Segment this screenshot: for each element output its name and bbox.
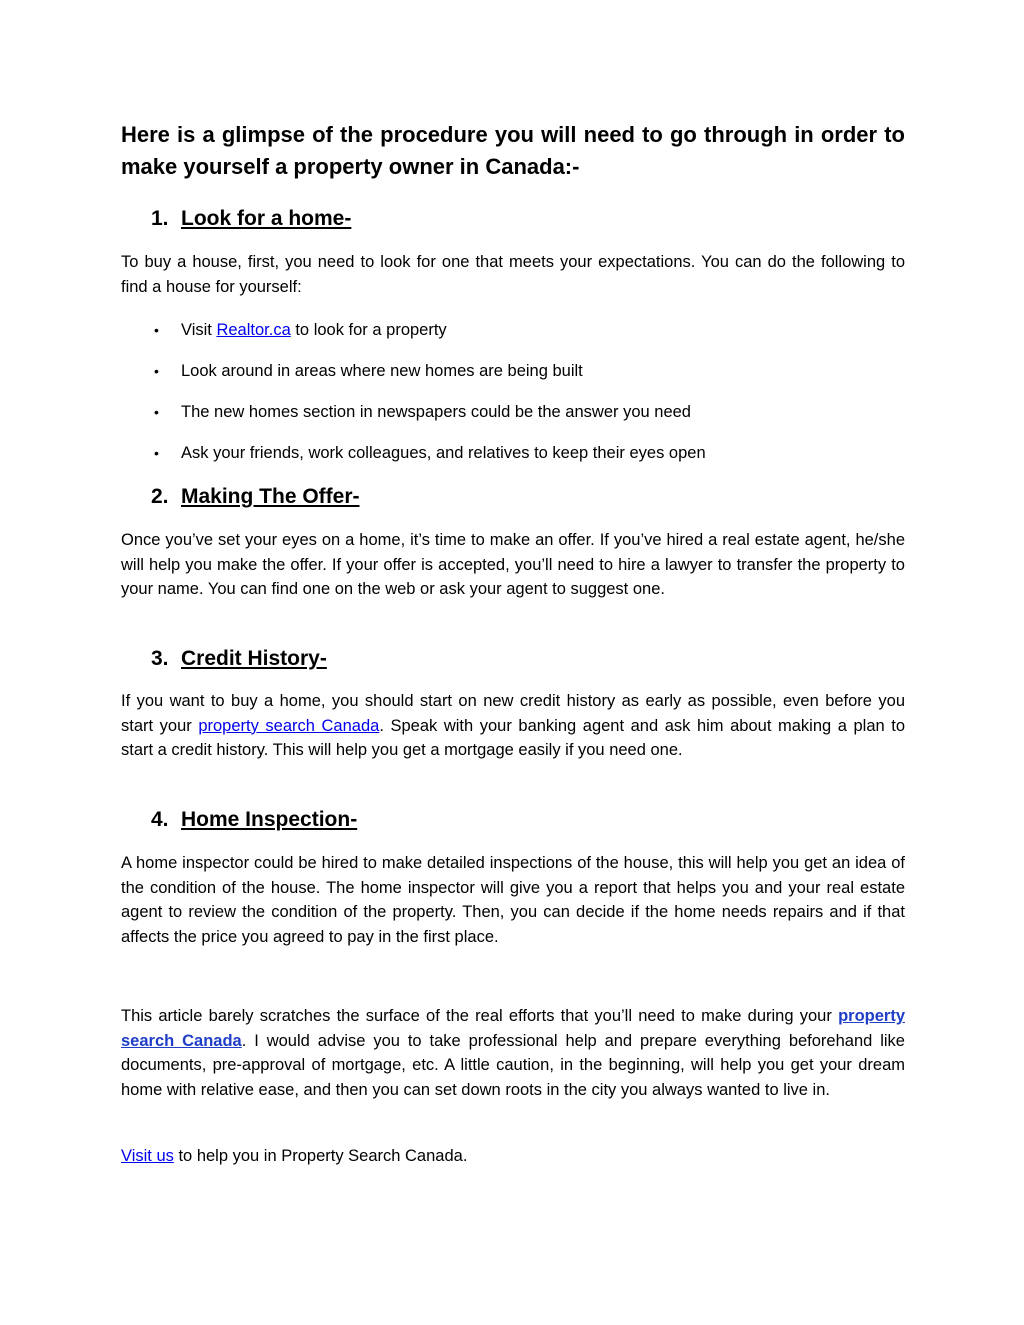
section-heading-look-for-home: [151, 206, 351, 232]
bullet-icon: •: [154, 445, 159, 461]
section-paragraph: To buy a house, first, you need to look for one that meets your expectations. You can do the following to find a house for yourself:: [121, 253, 905, 296]
paragraph-text: . I would advise you to take professional help and prepare everything beforehand like documents, pre-approval of mortgage, etc. A little caution, in the beginning, will help you get your dream home with relative ease, and then you can set down roots in the city you always wanted to live in.: [121, 1031, 905, 1099]
section-number: 2.: [151, 485, 169, 508]
section-title: Credit History-: [181, 647, 327, 670]
section-paragraph: [121, 689, 905, 763]
paragraph-text: This article barely scratches the surface of the real efforts that you’ll need to make during your: [121, 1007, 839, 1025]
paragraph-text: . Speak with your banking agent and ask him about making a plan to start a credit history. This will help you get a mortgage easily if you need one.: [121, 716, 905, 759]
realtor-link[interactable]: Realtor.ca: [216, 321, 291, 339]
bullet-icon: •: [154, 363, 159, 379]
bullet-text: The new homes section in newspapers could be the answer you need: [181, 403, 691, 421]
section-title: Look for a home-: [181, 207, 352, 230]
footer-text: to help you in Property Search Canada.: [173, 1147, 468, 1165]
bullet-text: Look around in areas where new homes are being built: [181, 362, 583, 380]
section-title: Making The Offer-: [181, 485, 360, 508]
property-search-link[interactable]: property search Canada: [198, 716, 380, 735]
bullet-icon: •: [154, 322, 159, 338]
visit-us-link[interactable]: Visit us: [121, 1147, 174, 1165]
intro-heading: Here is a glimpse of the procedure you will need to go through in order to make yourself a property owner in Canada:-: [121, 122, 905, 179]
section-number: 1.: [151, 207, 169, 230]
closing-paragraph: [121, 1004, 905, 1102]
property-search-bold-link[interactable]: property search Canada: [121, 1007, 905, 1050]
bullet-text: Ask your friends, work colleagues, and relatives to keep their eyes open: [181, 444, 706, 462]
section-number: 4.: [151, 808, 169, 831]
bullet-text: to look for a property: [290, 321, 447, 339]
section-title: Home Inspection-: [181, 808, 358, 831]
footer-line: [121, 1144, 905, 1169]
section-paragraph: Once you’ve set your eyes on a home, it’s time to make an offer. If you’ve hired a real estate agent, he/she will help you make the offer. If your offer is accepted, you’ll need to hire a lawyer to transfer the property to your name. You can find one on the web or ask your agent to suggest one.: [121, 531, 905, 598]
section-heading-home-inspection: [151, 807, 357, 833]
section-heading-making-offer: [151, 484, 360, 510]
section-paragraph: A home inspector could be hired to make detailed inspections of the house, this will help you get an idea of the condition of the house. The home inspector will give you a report that helps you and your real estate agent to review the condition of the property. Then, you can decide if the home needs repairs and if that affects the price you agreed to pay in the first place.: [121, 854, 905, 946]
section-number: 3.: [151, 647, 169, 670]
bullet-text: Visit: [181, 321, 217, 339]
bullet-icon: •: [154, 404, 159, 420]
section-heading-credit-history: [151, 646, 327, 672]
paragraph-text: If you want to buy a home, you should start on new credit history as early as possible, even before you start your: [121, 692, 905, 735]
